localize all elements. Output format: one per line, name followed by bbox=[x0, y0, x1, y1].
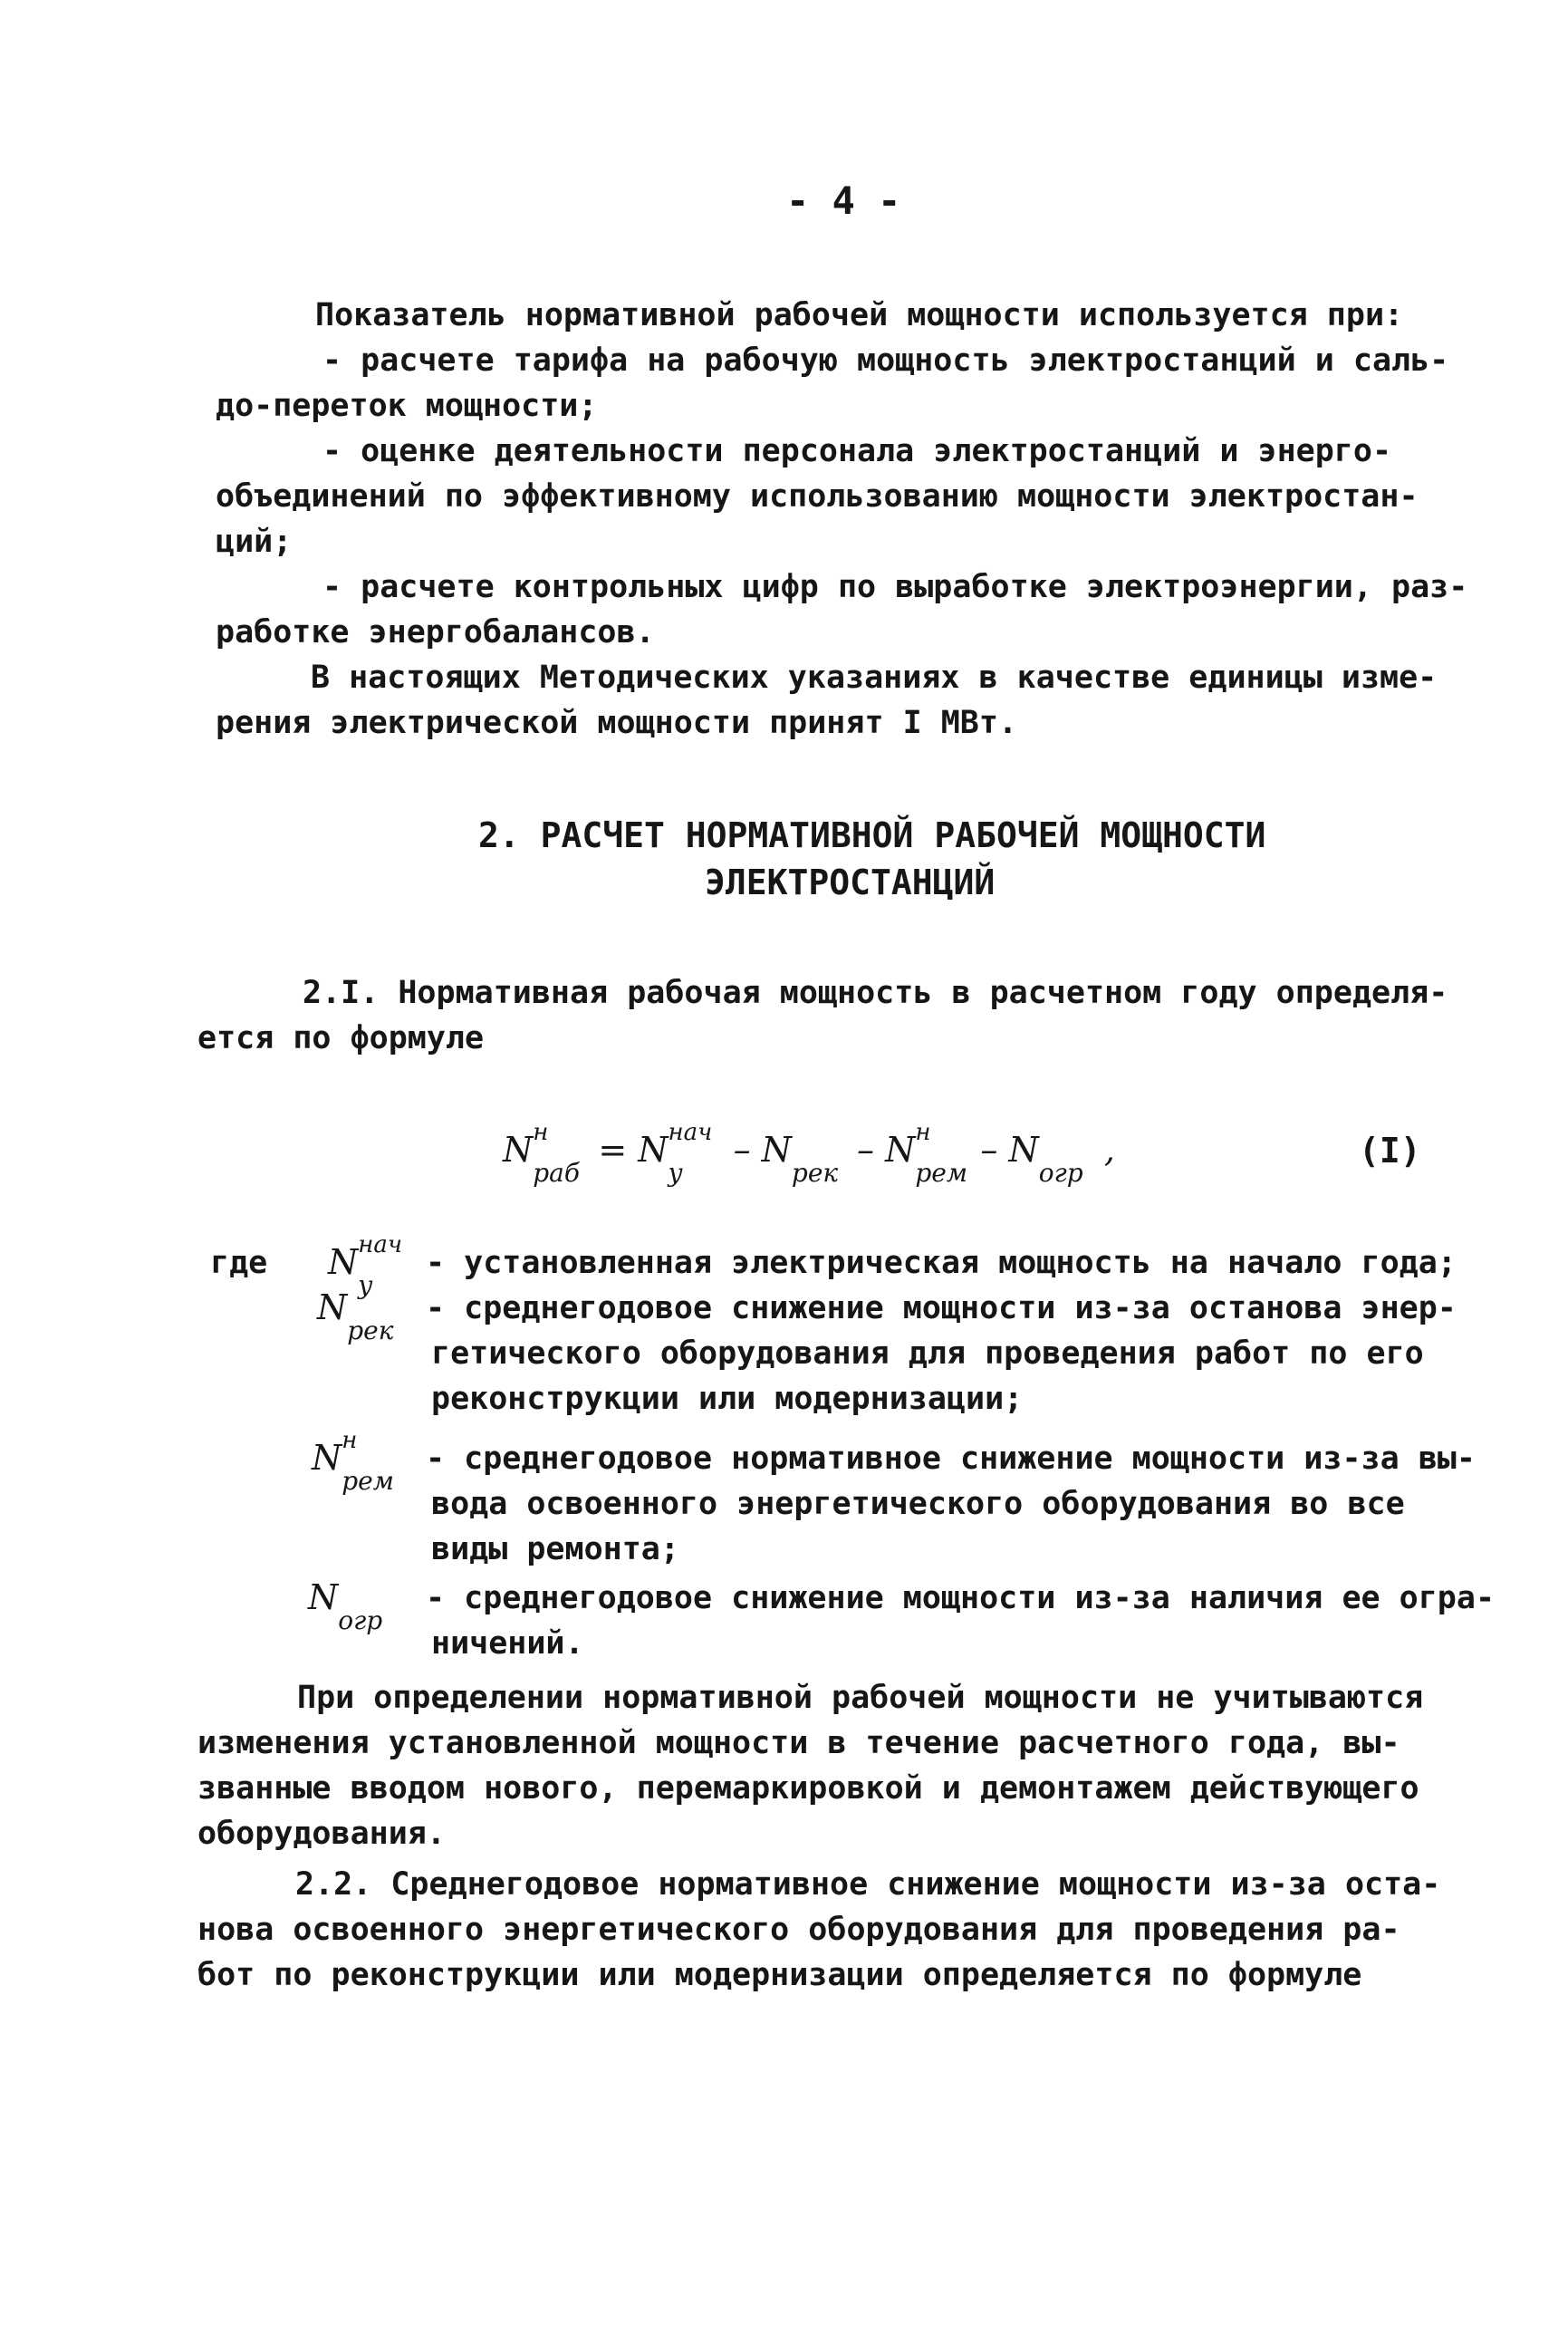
formula-sub: у bbox=[668, 1158, 683, 1188]
formula-sub: огр bbox=[1038, 1158, 1083, 1188]
intro-line: Показатель нормативной рабочей мощности используется при: bbox=[315, 297, 1404, 333]
note-line: изменения установленной мощности в течение расчетного года, вы- bbox=[197, 1725, 1400, 1761]
def-symbol-n-ogr: N огр bbox=[308, 1577, 383, 1635]
formula-minus: – bbox=[845, 1130, 886, 1170]
formula-comma: , bbox=[1092, 1130, 1115, 1170]
formula-sup: н bbox=[915, 1119, 931, 1146]
formula-minus: – bbox=[969, 1130, 1009, 1170]
intro-line: до-переток мощности; bbox=[216, 388, 598, 424]
definition-line: вода освоенного энергетического оборудования во все bbox=[431, 1486, 1405, 1522]
para-2-2-line: бот по реконструкции или модернизации определяется по формуле bbox=[197, 1957, 1362, 1993]
note-line: При определении нормативной рабочей мощности не учитываются bbox=[297, 1680, 1424, 1716]
formula-symbol: N bbox=[638, 1130, 669, 1170]
formula-minus: – bbox=[722, 1130, 762, 1170]
def-symbol-n-rem: N н рем bbox=[312, 1427, 394, 1496]
intro-line: ций; bbox=[216, 524, 293, 560]
formula-number: (I) bbox=[1359, 1131, 1421, 1171]
definition-line: реконструкции или модернизации; bbox=[431, 1381, 1024, 1417]
intro-line: объединений по эффективному использованию мощности электростан- bbox=[216, 478, 1419, 515]
para-2-2-line: 2.2. Среднегодовое нормативное снижение мощности из-за оста- bbox=[295, 1866, 1441, 1903]
intro-line: рения электрической мощности принят I МВт. bbox=[216, 705, 1018, 741]
formula-symbol: N bbox=[1008, 1130, 1039, 1170]
intro-line: - оценке деятельности персонала электростанций и энерго- bbox=[322, 433, 1392, 469]
definition-line: - среднегодовое нормативное снижение мощности из-за вы- bbox=[426, 1441, 1476, 1477]
where-label: где bbox=[210, 1245, 268, 1281]
formula-sub: раб bbox=[533, 1158, 580, 1188]
para-2-1-line: ется по формуле bbox=[197, 1020, 485, 1056]
para-2-1-line: 2.I. Нормативная рабочая мощность в расчетном году определя- bbox=[303, 975, 1448, 1011]
section-heading-line2: ЭЛЕКТРОСТАНЦИЙ bbox=[705, 863, 996, 902]
section-heading-line1: 2. РАСЧЕТ НОРМАТИВНОЙ РАБОЧЕЙ МОЩНОСТИ bbox=[478, 815, 1266, 855]
formula-sup: нач bbox=[668, 1119, 713, 1146]
para-2-2-line: нова освоенного энергетического оборудования для проведения ра- bbox=[197, 1912, 1400, 1948]
formula-sub: рем bbox=[915, 1158, 968, 1188]
def-symbol-n-u-nach: N нач у bbox=[328, 1231, 403, 1300]
formula-symbol: N bbox=[761, 1130, 792, 1170]
note-line: званные вводом нового, перемаркировкой и демонтажем действующего bbox=[197, 1770, 1419, 1807]
formula-1 bbox=[503, 1119, 1115, 1188]
formula-symbol: N bbox=[503, 1130, 534, 1170]
formula-sub: рек bbox=[791, 1158, 839, 1188]
def-symbol-n-rek: N рек bbox=[317, 1287, 394, 1345]
definition-line: - установленная электрическая мощность на начало года; bbox=[426, 1245, 1457, 1281]
note-line: оборудования. bbox=[197, 1816, 446, 1852]
intro-line: - расчете тарифа на рабочую мощность электростанций и саль- bbox=[322, 342, 1449, 379]
intro-line: В настоящих Методических указаниях в качестве единицы изме- bbox=[311, 660, 1438, 696]
intro-line: - расчете контрольных цифр по выработке электроэнергии, раз- bbox=[322, 569, 1468, 605]
definition-line: ничений. bbox=[431, 1625, 584, 1662]
formula-sup: н bbox=[533, 1119, 549, 1146]
definition-line: гетического оборудования для проведения работ по его bbox=[431, 1335, 1424, 1372]
formula-symbol: N bbox=[885, 1130, 916, 1170]
definition-line: виды ремонта; bbox=[431, 1531, 679, 1567]
page-number: - 4 - bbox=[786, 178, 901, 223]
definition-line: - среднегодовое снижение мощности из-за останова энер- bbox=[426, 1290, 1457, 1326]
formula-equals: = bbox=[587, 1130, 639, 1170]
intro-line: работке энергобалансов. bbox=[216, 614, 655, 651]
definition-line: - среднегодовое снижение мощности из-за наличия ее огра- bbox=[426, 1580, 1496, 1616]
